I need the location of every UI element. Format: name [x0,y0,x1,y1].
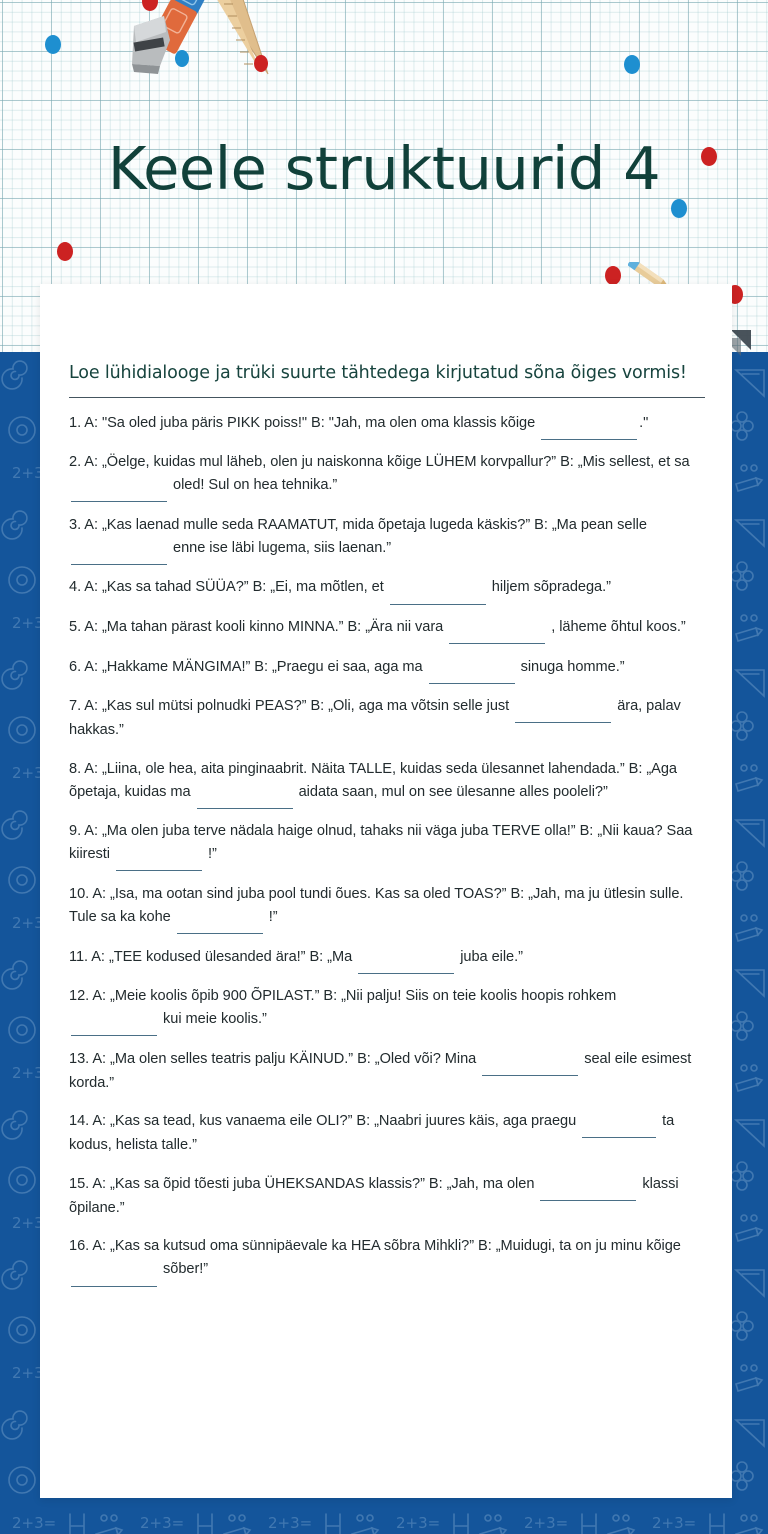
answer-blank[interactable] [515,699,611,723]
question-text: 4. A: „Kas sa tahad SÜÜA?” B: „Ei, ma mõtlen, et [69,579,388,596]
question-text: 6. A: „Hakkame MÄNGIMA!” B: „Praegu ei saa, aga ma [69,658,427,675]
instructions-heading: Loe lühidialooge ja trüki suurte tähtedega kirjutatud sõna õiges vormis! [69,363,687,383]
question-text: aidata saan, mul on see ülesanne alles pooleli?” [294,783,608,800]
question-text: 7. A: „Kas sul mütsi polnudki PEAS?” B: „Oli, aga ma võtsin selle just [69,698,514,715]
question-text: 9. A: „Ma olen juba terve nädala haige olnud, tahaks nii väga juba TERVE olla!” B: „Nii kaua? Saa kiiresti [69,823,693,863]
answer-blank[interactable] [197,785,293,809]
answer-blank[interactable] [177,910,263,934]
question-text: ." [639,414,649,431]
question-text: 11. A: „TEE kodused ülesanded ära!” B: „Ma [69,948,357,965]
answer-blank[interactable] [71,1262,157,1286]
question-text: klassi õpilane.” [69,1175,679,1216]
answer-blank[interactable] [449,620,545,644]
question-text: 10. A: „Isa, ma ootan sind juba pool tundi õues. Kas sa oled TOAS?” B: „Jah, ma ju ütlesin sulle. Tule sa ka kohe [69,885,684,925]
decorative-dot [57,242,73,261]
question-item [69,412,705,436]
question-text: 15. A: „Kas sa õpid tõesti juba ÜHEKSANDAS klassis?” B: „Jah, ma olen [69,1175,539,1192]
question-item [69,1235,705,1282]
question-item [69,616,705,640]
question-text: !” [203,846,217,863]
question-text: juba eile.” [456,948,523,965]
school-supplies-illustration [120,0,350,93]
question-text: sõber!” [159,1261,209,1278]
question-item [69,758,705,805]
question-text: 13. A: „Ma olen selles teatris palju KÄINUD.” B: „Oled või? Mina [69,1050,481,1067]
question-text: kui meie koolis.” [159,1011,267,1028]
question-text: ära, palav hakkas.” [69,698,681,739]
answer-blank[interactable] [358,950,454,974]
worksheet-card [40,284,732,1498]
question-text: 14. A: „Kas sa tead, kus vanaema eile OLI?” B: „Naabri juures käis, aga praegu [69,1113,581,1130]
question-text: sinuga homme.” [516,658,625,675]
question-item [69,514,705,561]
question-item [69,883,705,930]
question-item [69,1048,705,1095]
question-text: 2. A: „Öelge, kuidas mul läheb, olen ju naiskonna kõige LÜHEM korvpallur?” B: „Mis sellest, et sa [69,454,690,471]
question-item [69,656,705,680]
question-item [69,1173,705,1220]
answer-blank[interactable] [540,1177,636,1201]
question-text: 3. A: „Kas laenad mulle seda RAAMATUT, mida õpetaja lugeda käskis?” B: „Ma pean selle [69,516,647,533]
decorative-dot [254,55,268,72]
question-text: 5. A: „Ma tahan pärast kooli kinno MINNA.” B: „Ära nii vara [69,619,448,636]
answer-blank[interactable] [429,660,515,684]
answer-blank[interactable] [541,416,637,440]
question-item [69,985,705,1032]
decorative-dot [175,50,189,67]
page-title: Keele struktuurid 4 [107,134,661,203]
answer-blank[interactable] [390,580,486,604]
question-text: seal eile esimest korda.” [69,1050,692,1091]
question-item [69,695,705,742]
question-item [69,820,705,867]
answer-blank[interactable] [116,847,202,871]
question-text: 12. A: „Meie koolis õpib 900 ÕPILAST.” B: „Nii palju! Siis on teie koolis hoopis rohkem [69,988,617,1005]
worksheet-content [69,362,705,1283]
question-item [69,451,705,498]
question-item [69,946,705,970]
pencil-sharpener-icon [132,16,170,74]
question-text: , läheme õhtul koos.” [547,619,686,636]
question-text: enne ise läbi lugema, siis laenan.” [169,539,392,556]
answer-blank[interactable] [482,1052,578,1076]
answer-blank[interactable] [71,478,167,502]
question-item [69,1110,705,1157]
decorative-dot [605,266,621,285]
question-text: hiljem sõpradega.” [487,579,611,596]
answer-blank[interactable] [71,541,167,565]
decorative-dot [624,55,640,74]
decorative-dot [671,199,687,218]
question-text: 8. A: „Liina, ole hea, aita pinginaabrit. Näita TALLE, kuidas seda ülesannet lahendada.” B: „Aga õpetaja, kuidas ma [69,760,678,800]
decorative-dot [45,35,61,54]
question-text: ta kodus, helista talle.” [69,1113,675,1154]
divider [69,397,705,398]
question-text: 1. A: "Sa oled juba päris PIKK poiss!" B: "Jah, ma olen oma klassis kõige [69,414,540,431]
question-list [69,412,705,1283]
answer-blank[interactable] [71,1012,157,1036]
question-text: oled! Sul on hea tehnika.” [169,477,338,494]
question-text: 16. A: „Kas sa kutsud oma sünnipäevale ka HEA sõbra Mihkli?” B: „Muidugi, ta on ju minu kõige [69,1238,681,1255]
question-text: !” [264,908,278,925]
question-item [69,576,705,600]
answer-blank[interactable] [582,1114,656,1138]
